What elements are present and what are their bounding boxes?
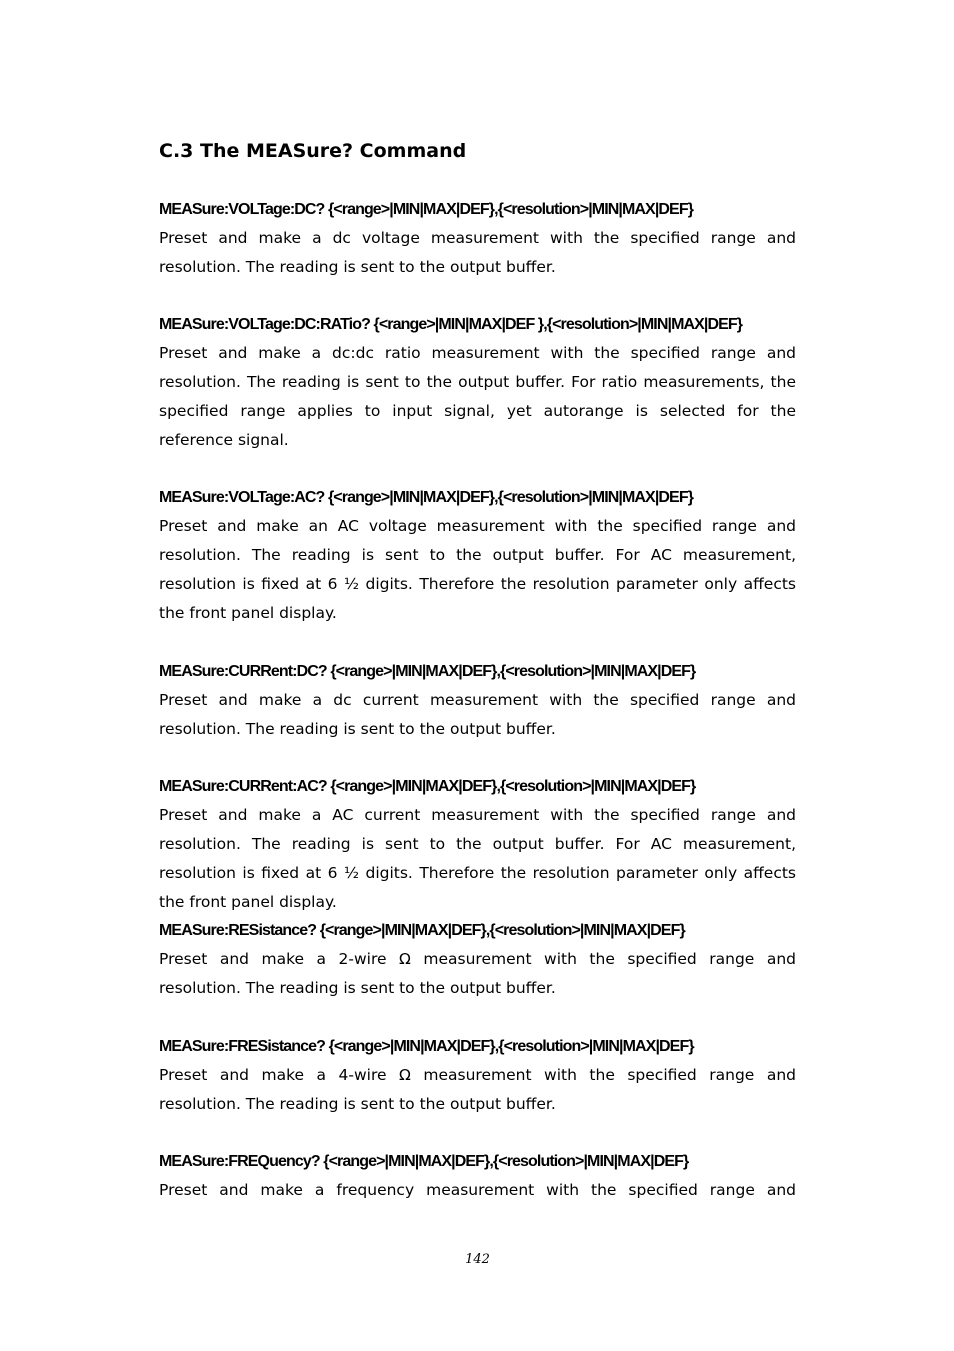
command-syntax: MEASure:CURRent:DC? {<range>|MIN|MAX|DEF},{<resolution>|MIN|MAX|DEF} xyxy=(159,663,696,680)
document-page xyxy=(159,0,796,1351)
command-description: Preset and make a 4-wire Ω measurement with the specified range and resolution. The reading is sent to the output buffer. xyxy=(159,1066,796,1113)
command-syntax: MEASure:RESistance? {<range>|MIN|MAX|DEF},{<resolution>|MIN|MAX|DEF} xyxy=(159,922,685,939)
command-entry-current-ac xyxy=(159,772,796,917)
command-description: Preset and make a AC current measurement with the specified range and resolution. The reading is sent to the output buffer. For AC measurement, resolution is fixed at 6 ½ digits. Therefore the resolution parameter only affects the front panel display. xyxy=(159,806,796,911)
command-syntax: MEASure:VOLTage:DC:RATio? {<range>|MIN|MAX|DEF },{<resolution>|MIN|MAX|DEF} xyxy=(159,316,743,333)
command-entry-voltage-dc xyxy=(159,195,796,282)
section-title: C.3 The MEASure? Command xyxy=(159,140,467,162)
command-description: Preset and make a dc current measurement with the specified range and resolution. The reading is sent to the output buffer. xyxy=(159,691,796,738)
command-syntax: MEASure:CURRent:AC? {<range>|MIN|MAX|DEF},{<resolution>|MIN|MAX|DEF} xyxy=(159,778,696,795)
command-entry-frequency xyxy=(159,1147,796,1205)
command-syntax: MEASure:FRESistance? {<range>|MIN|MAX|DEF},{<resolution>|MIN|MAX|DEF} xyxy=(159,1038,694,1055)
command-entry-current-dc xyxy=(159,657,796,744)
command-description: Preset and make a dc voltage measurement with the specified range and resolution. The reading is sent to the output buffer. xyxy=(159,229,796,276)
command-syntax: MEASure:VOLTage:DC? {<range>|MIN|MAX|DEF},{<resolution>|MIN|MAX|DEF} xyxy=(159,201,694,218)
page-number: 142 xyxy=(465,1252,490,1267)
command-syntax: MEASure:FREQuency? {<range>|MIN|MAX|DEF},{<resolution>|MIN|MAX|DEF} xyxy=(159,1153,689,1170)
command-description: Preset and make a dc:dc ratio measurement with the specified range and resolution. The reading is sent to the output buffer. For ratio measurements, the specified range applies to input signal, yet autorange is selected for the reference signal. xyxy=(159,344,796,449)
command-description: Preset and make a frequency measurement with the specified range and xyxy=(159,1181,796,1199)
command-syntax: MEASure:VOLTage:AC? {<range>|MIN|MAX|DEF},{<resolution>|MIN|MAX|DEF} xyxy=(159,489,694,506)
command-entry-resistance xyxy=(159,916,796,1003)
command-entry-voltage-dc-ratio xyxy=(159,310,796,455)
command-description: Preset and make an AC voltage measurement with the specified range and resolution. The reading is sent to the output buffer. For AC measurement, resolution is fixed at 6 ½ digits. Therefore the resolution parameter only affects the front panel display. xyxy=(159,517,796,622)
command-description: Preset and make a 2-wire Ω measurement with the specified range and resolution. The reading is sent to the output buffer. xyxy=(159,950,796,997)
command-entry-fresistance xyxy=(159,1032,796,1119)
command-entry-voltage-ac xyxy=(159,483,796,628)
